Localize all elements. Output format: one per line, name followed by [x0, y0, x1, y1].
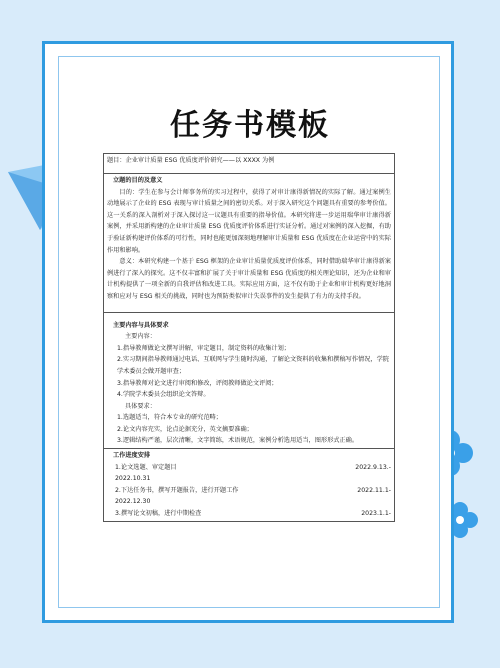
- requirements-label: 具体要求：: [125, 402, 156, 410]
- schedule-date-start: 2022.9.13.-: [355, 463, 391, 471]
- schedule-date-end: 2022.12.30: [115, 498, 151, 506]
- content-item: 2.实习期间指导教师通过电话、互联网与学生随时沟通，了解论文资料的收集和撰稿写作情况，学院学术委员会做开题审查；: [117, 356, 389, 375]
- page-title: 任务书模板: [170, 108, 330, 143]
- schedule-task: 3.撰写论文初稿，进行中期检查: [115, 510, 202, 518]
- topic-text: 题目：企业审计质量 ESG 优质度评价研究——以 XXXX 为例: [104, 154, 395, 174]
- schedule-heading: 工作进度安排: [113, 452, 151, 460]
- requirement-item: 3.逻辑结构严谨，层次清晰，文字简练，术语规范，案例分析选用适当，图形形式正确。: [117, 437, 359, 445]
- topic-row: [104, 154, 395, 174]
- content-label: 主要内容：: [125, 333, 156, 341]
- schedule-date-start: 2022.11.1-: [357, 486, 391, 494]
- significance-paragraph: 意义：本研究构建一个基于 ESG 框架的企业审计质量优质度评价体系，同时借助瑞华审计康得新案例进行了深入的探究。这不仅丰富和扩展了关于审计质量和 ESG 优质度的相关理论知识，还为企业和审计机构提供了一项全新的自我评估和改进工具。实际应用方面，这不仅有助于企业和审计机构更好地洞察和应对与 ESG 相关的挑战，同时也为预防类似审计失误事件的发生提供了有力的支持手段。: [107, 258, 391, 300]
- content-item: 1.指导教师做论文撰写讲解，审定题目，制定资料的收集计划；: [117, 344, 290, 352]
- content-section: [104, 312, 395, 449]
- schedule-task: 1.论文选题、审定题目: [115, 463, 177, 471]
- content-item: 3.指导教师对论文进行审阅和修改，评阅教师做论文评阅；: [117, 379, 278, 387]
- content-item: 4.学院学术委员会组织论文答辩。: [117, 391, 210, 399]
- purpose-paragraph: 目的：学生在参与会计师事务所的实习过程中，获得了对审计康得新情况的实际了解。通过案例生动地展示了企业的 ESG 表现与审计质量之间的密切关系。对于深入研究这个问题具有重要的参考价值。这一关系的深入剖析对于深入探讨这一议题具有重要的指导价值。本研究将进一步运用瑞华审计康得新案例，并采用新构建的企业审计质量 ESG 优质度评价体系进行实证分析。通过对案例的深入挖掘，有助于验证新构建评价体系的可行性，同时也能更加深刻地理解审计质量和 ESG 优质度在企业运营中的实际作用和影响。: [107, 188, 391, 254]
- schedule-date-start: 2023.1.1-: [361, 510, 391, 518]
- schedule-item: [107, 462, 391, 474]
- schedule-task: 2.下达任务书，撰写开题报告，进行开题工作: [115, 486, 239, 494]
- purpose-heading: 立题的目的及意义: [113, 177, 163, 184]
- schedule-item: [107, 485, 391, 497]
- requirement-item: 1.选题适当，符合本专业的研究范畴；: [117, 414, 222, 422]
- requirement-item: 2.论文内容充实，论点论据充分，英文摘要准确；: [117, 425, 253, 433]
- schedule-item: [107, 508, 391, 520]
- schedule-date-end: 2022.10.31: [115, 475, 151, 483]
- purpose-section: [104, 174, 395, 313]
- task-form-table: [103, 153, 395, 522]
- schedule-section: [104, 449, 395, 522]
- content-heading: 主要内容与具体要求: [113, 321, 169, 329]
